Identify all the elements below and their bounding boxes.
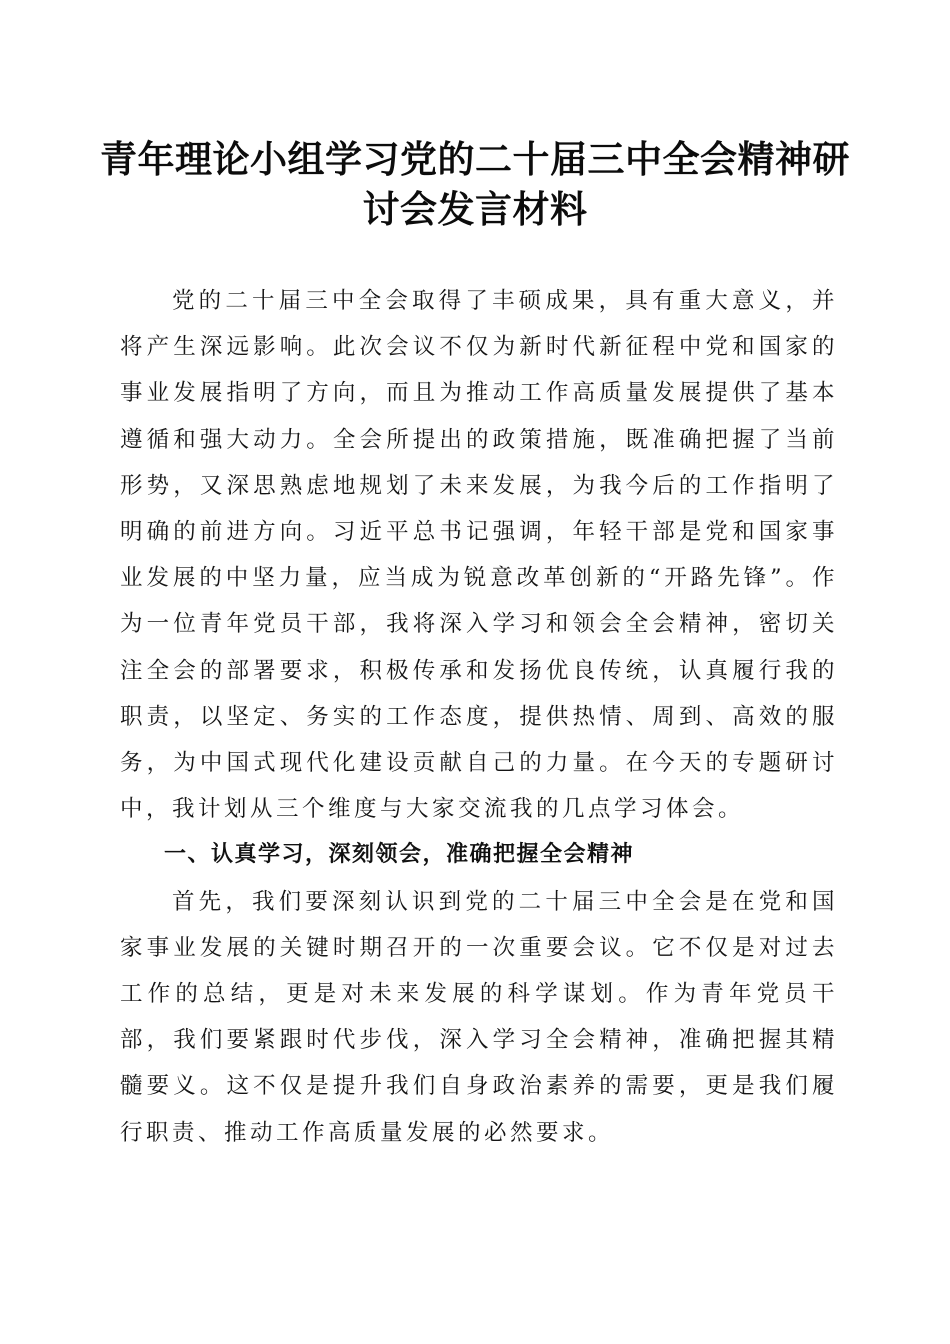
intro-paragraph: 党的二十届三中全会取得了丰硕成果，具有重大意义，并将产生深远影响。此次会议不仅为新时代新征程中党和国家的事业发展指明了方向，而且为推动工作高质量发展提供了基本遵循和强大动力。全会所提出的政策措施，既准确把握了当前形势，又深思熟虑地规划了未来发展，为我今后的工作指明了明确的前进方向。习近平总书记强调，年轻干部是党和国家事业发展的中坚力量，应当成为锐意改革创新的“开路先锋”。作为一位青年党员干部，我将深入学习和领会全会精神，密切关注全会的部署要求，积极传承和发扬优良传统，认真履行我的职责，以坚定、务实的工作态度，提供热情、周到、高效的服务，为中国式现代化建设贡献自己的力量。在今天的专题研讨中，我计划从三个维度与大家交流我的几点学习体会。 bbox=[120, 288, 838, 823]
title-line-2: 讨会发言材料 bbox=[362, 187, 588, 231]
title-line-1: 青年理论小组学习党的二十届三中全会精神研 bbox=[100, 137, 850, 181]
document-body bbox=[120, 278, 838, 1156]
section-1-heading: 一、认真学习，深刻领会，准确把握全会精神 bbox=[164, 842, 635, 868]
section-1-paragraph: 首先，我们要深刻认识到党的二十届三中全会是在党和国家事业发展的关键时期召开的一次重要会议。它不仅是对过去工作的总结，更是对未来发展的科学谋划。作为青年党员干部，我们要紧跟时代步伐，深入学习全会精神，准确把握其精髓要义。这不仅是提升我们自身政治素养的需要，更是我们履行职责、推动工作高质量发展的必然要求。 bbox=[120, 888, 838, 1146]
document-title bbox=[90, 134, 860, 234]
